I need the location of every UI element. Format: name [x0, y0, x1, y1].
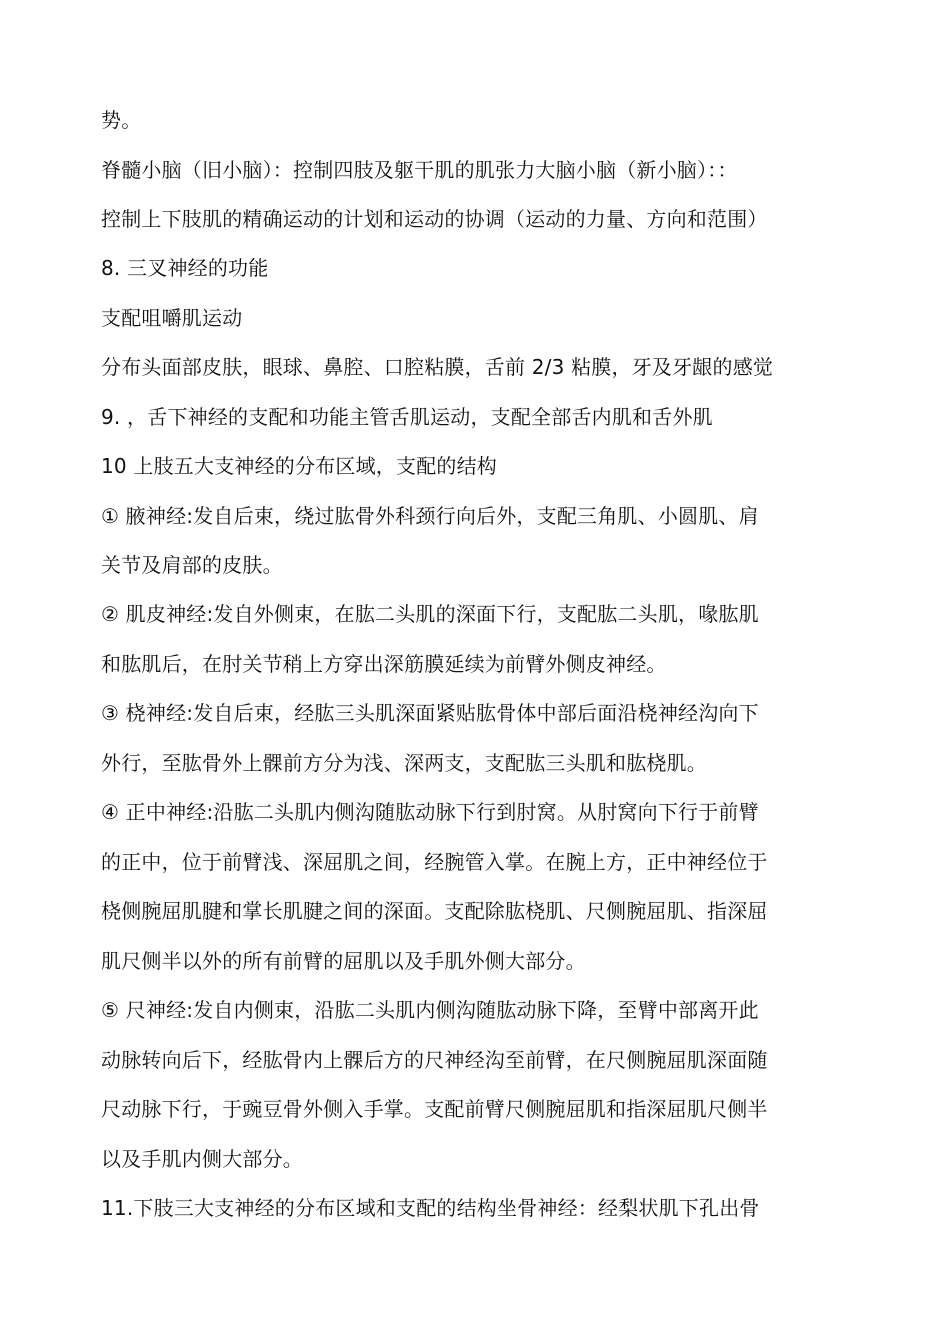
- text-line: 支配咀嚼肌运动: [101, 306, 243, 330]
- list-item: ④ 正中神经:沿肱二头肌内侧沟随肱动脉下行到肘窝。从肘窝向下行于前臂: [101, 800, 759, 824]
- text-line: 外行，至肱骨外上髁前方分为浅、深两支，支配肱三头肌和肱桡肌。: [101, 751, 707, 775]
- section-heading: 9. ，舌下神经的支配和功能主管舌肌运动，支配全部舌内肌和舌外肌: [101, 405, 713, 429]
- text-line: 势。: [101, 108, 142, 132]
- text-line: 肌尺侧半以外的所有前臂的屈肌以及手肌外侧大部分。: [101, 949, 586, 973]
- text-line: 的正中，位于前臂浅、深屈肌之间，经腕管入掌。在腕上方，正中神经位于: [101, 850, 768, 874]
- text-line: 控制上下肢肌的精确运动的计划和运动的协调（运动的力量、方向和范围）: [101, 207, 768, 231]
- text-line: 和肱肌后，在肘关节稍上方穿出深筋膜延续为前臂外侧皮神经。: [101, 652, 667, 676]
- list-item: ① 腋神经:发自后束，绕过肱骨外科颈行向后外，支配三角肌、小圆肌、肩: [101, 504, 759, 528]
- text-line: 分布头面部皮肤，眼球、鼻腔、口腔粘膜，舌前 2/3 粘膜，牙及牙龈的感觉: [101, 355, 774, 379]
- list-item: ② 肌皮神经:发自外侧束，在肱二头肌的深面下行，支配肱二头肌，喙肱肌: [101, 602, 759, 626]
- text-line: 尺动脉下行，于豌豆骨外侧入手掌。支配前臂尺侧腕屈肌和指深屈肌尺侧半: [101, 1097, 768, 1121]
- text-line: 桡侧腕屈肌腱和掌长肌腱之间的深面。支配除肱桡肌、尺侧腕屈肌、指深屈: [101, 899, 768, 923]
- list-item: ⑤ 尺神经:发自内侧束，沿肱二头肌内侧沟随肱动脉下降，至臂中部离开此: [101, 998, 759, 1022]
- list-item: ③ 桡神经:发自后束，经肱三头肌深面紧贴肱骨体中部后面沿桡神经沟向下: [101, 701, 759, 725]
- section-heading: 8. 三叉神经的功能: [101, 256, 269, 280]
- section-heading: 11.下肢三大支神经的分布区域和支配的结构坐骨神经：经梨状肌下孔出骨: [101, 1196, 760, 1220]
- text-line: 动脉转向后下，经肱骨内上髁后方的尺神经沟至前臂，在尺侧腕屈肌深面随: [101, 1048, 768, 1072]
- section-heading: 10 上肢五大支神经的分布区域，支配的结构: [101, 454, 498, 478]
- text-line: 脊髓小脑（旧小脑）：控制四肢及躯干肌的肌张力大脑小脑（新小脑）：：: [101, 158, 738, 182]
- text-line: 关节及肩部的皮肤。: [101, 553, 283, 577]
- text-line: 以及手肌内侧大部分。: [101, 1147, 303, 1171]
